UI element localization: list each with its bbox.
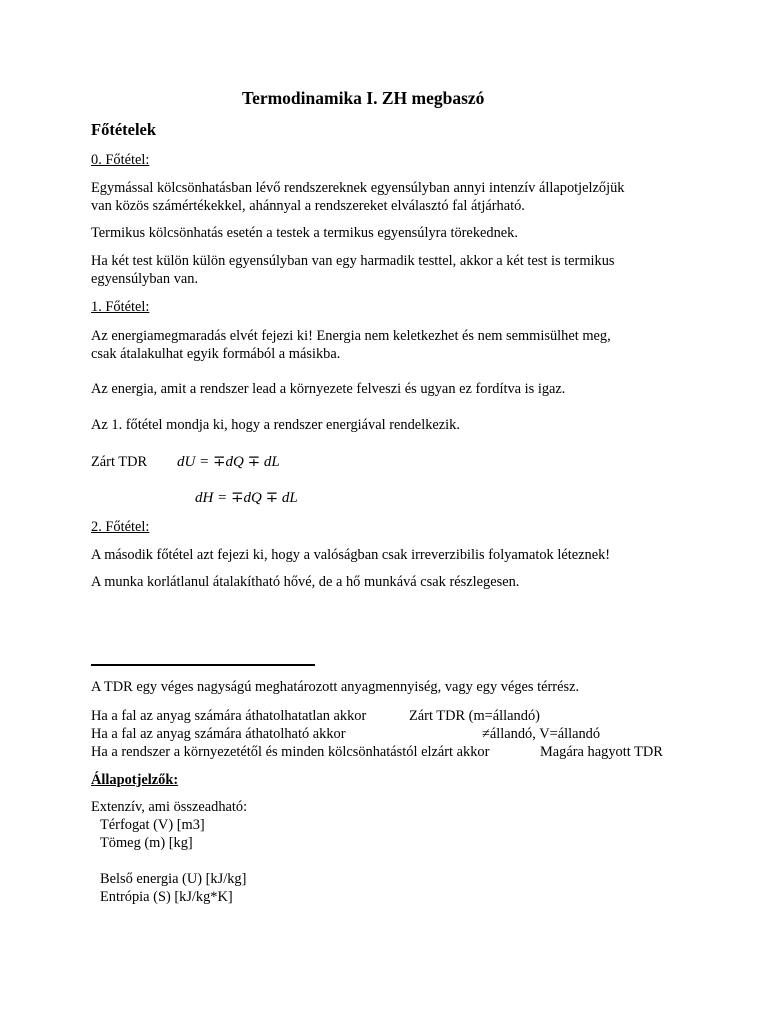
state-variable-item: Térfogat (V) [m3]: [100, 817, 205, 833]
law0-paragraph-3-line-1: Ha két test külön külön egyensúlyban van egy harmadik testtel, akkor a két test is termikus: [91, 253, 615, 269]
law0-paragraph-1-line-2: van közös számértékekkel, ahánnyal a rendszereket elválasztó fal átjárható.: [91, 198, 525, 214]
tdr-result-row: Zárt TDR (m=állandó): [409, 708, 540, 724]
law0-paragraph-1-line-1: Egymással kölcsönhatásban lévő rendszereknek egyensúlyban annyi intenzív állapotjelzőjük: [91, 180, 625, 196]
law0-paragraph-3-line-2: egyensúlyban van.: [91, 271, 199, 287]
extensive-intro: Extenzív, ami összeadható:: [91, 799, 248, 815]
tdr-definition: A TDR egy véges nagyságú meghatározott anyagmennyiség, vagy egy véges térrész.: [91, 679, 580, 695]
law2-heading: 2. Főtétel:: [91, 519, 150, 535]
section-heading: Főtételek: [91, 120, 157, 139]
state-variable-item: Belső energia (U) [kJ/kg]: [100, 871, 247, 887]
law1-paragraph-1-line-1: Az energiamegmaradás elvét fejezi ki! Energia nem keletkezhet és nem semmisülhet meg,: [91, 328, 611, 344]
state-variable-item: Entrópia (S) [kJ/kg*K]: [100, 889, 233, 905]
equation-internal-energy: dU = ∓dQ ∓ dL: [177, 454, 280, 470]
law2-paragraph-1: A második főtétel azt fejezi ki, hogy a valóságban csak irreverzibilis folyamatok léteznek!: [91, 547, 611, 563]
tdr-condition-row: Ha a fal az anyag számára áthatolhatatlan akkor: [91, 708, 367, 724]
tdr-result-row: Magára hagyott TDR: [540, 744, 663, 760]
tdr-condition-row: Ha a fal az anyag számára áthatolható akkor: [91, 726, 346, 742]
equation-enthalpy: dH = ∓dQ ∓ dL: [195, 490, 298, 506]
law1-heading: 1. Főtétel:: [91, 299, 150, 315]
law2-paragraph-2: A munka korlátlanul átalakítható hővé, de a hő munkává csak részlegesen.: [91, 574, 520, 590]
law1-paragraph-2: Az energia, amit a rendszer lead a környezete felveszi és ugyan ez fordítva is igaz.: [91, 381, 566, 397]
law1-paragraph-3: Az 1. főtétel mondja ki, hogy a rendszer energiával rendelkezik.: [91, 417, 460, 433]
law0-paragraph-2: Termikus kölcsönhatás esetén a testek a termikus egyensúlyra törekednek.: [91, 225, 518, 241]
tdr-condition-row: Ha a rendszer a környezetétől és minden kölcsönhatástól elzárt akkor: [91, 744, 490, 760]
closed-tdr-label: Zárt TDR: [91, 454, 148, 470]
tdr-result-row: ≠állandó, V=állandó: [482, 726, 601, 742]
state-variable-item: Tömeg (m) [kg]: [100, 835, 193, 851]
horizontal-divider: [91, 664, 315, 666]
law1-paragraph-1-line-2: csak átalakulhat egyik formából a másikba.: [91, 346, 341, 362]
law0-heading: 0. Főtétel:: [91, 152, 150, 168]
state-variables-heading: Állapotjelzők:: [91, 772, 179, 788]
document-title: Termodinamika I. ZH megbaszó: [242, 88, 485, 108]
